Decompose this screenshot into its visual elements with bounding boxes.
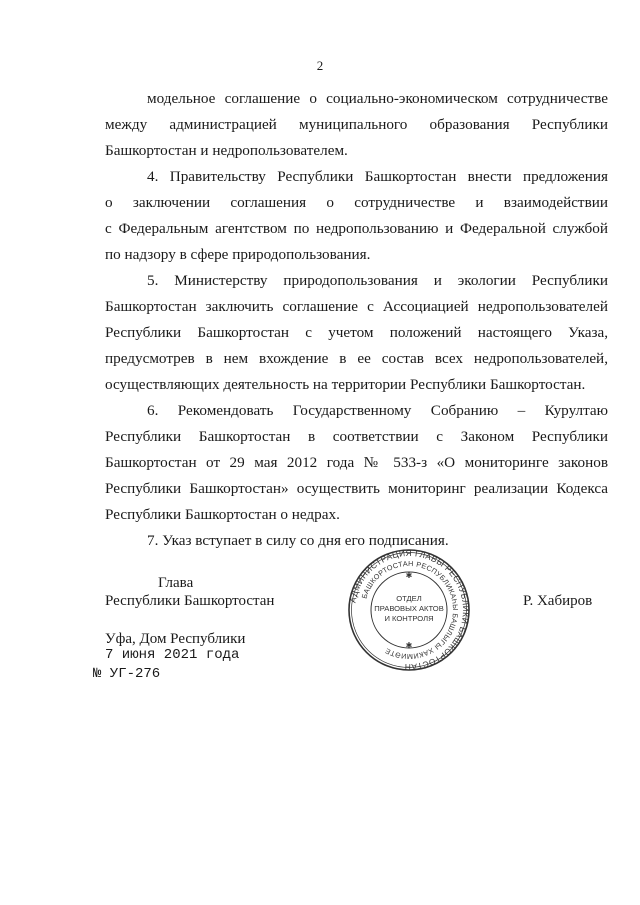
- text-line: по надзору в сфере природопользования.: [105, 246, 371, 263]
- text-line: 6. Рекомендовать Государственному Собранию – Курултаю: [147, 402, 608, 419]
- text-line: Башкортостан заключить соглашение с Ассоциацией недропользователей: [105, 298, 608, 315]
- seal-star-top: ✱: [405, 571, 413, 580]
- seal-center-line3: И КОНТРОЛЯ: [384, 614, 434, 623]
- seal-center-line2: ПРАВОВЫХ АКТОВ: [374, 604, 444, 613]
- seal-center-line1: ОТДЕЛ: [396, 594, 422, 603]
- paragraph: [105, 86, 608, 164]
- place-of-signing: Уфа, Дом Республики: [105, 631, 246, 647]
- signatory-name: Р. Хабиров: [523, 593, 593, 609]
- seal-inner-text: БАШКОРТОСТАН РЕСПУБЛИКАҺЫ БАШЛЫГЫ ХАКИМИӘТЕ: [359, 558, 461, 662]
- text-line: осуществляющих деятельность на территории Республики Башкортостан.: [105, 376, 586, 393]
- text-line: модельное соглашение о социально-экономическом сотрудничестве: [147, 90, 608, 107]
- text-line: предусмотрев в нем вхождение в ее состав всех недропользователей,: [105, 350, 608, 367]
- text-line: Башкортостан и недропользователем.: [105, 142, 348, 159]
- paragraph: [105, 398, 608, 528]
- signature-title-line1: Глава: [158, 575, 194, 591]
- text-line: 5. Министерству природопользования и экологии Республики: [147, 272, 608, 289]
- page-number: 2: [316, 58, 324, 73]
- official-seal: [347, 548, 471, 672]
- text-line: Республики Башкортостан с учетом положений настоящего Указа,: [105, 324, 608, 341]
- text-line: Республики Башкортостан» осуществить мониторинг реализации Кодекса: [105, 480, 608, 497]
- seal-outer-text: АДМИНИСТРАЦИЯ ГЛАВЫ РЕСПУБЛИКИ БАШКОРТОСТАН: [347, 548, 471, 672]
- text-line: Башкортостан от 29 мая 2012 года № 533-з «О мониторинге законов: [105, 454, 608, 471]
- text-line: Республики Башкортостан о недрах.: [105, 506, 340, 523]
- text-line: с Федеральным агентством по недропользованию и Федеральной службой: [105, 220, 608, 237]
- signing-date: 7 июня 2021 года: [105, 647, 240, 663]
- paragraph: [105, 268, 608, 398]
- text-line: о заключении соглашения о сотрудничестве и взаимодействии: [105, 194, 608, 211]
- text-line: Республики Башкортостан в соответствии с Законом Республики: [105, 428, 608, 445]
- text-line: 4. Правительству Республики Башкортостан внести предложения: [147, 168, 608, 185]
- text-line: 7. Указ вступает в силу со дня его подписания.: [147, 532, 449, 549]
- text-line: между администрацией муниципального образования Республики: [105, 116, 608, 133]
- seal-star-bottom: ✱: [405, 641, 413, 650]
- decree-number: № УГ-276: [93, 666, 161, 682]
- signature-title-line2: Республики Башкортостан: [105, 593, 275, 609]
- paragraph: [105, 164, 608, 268]
